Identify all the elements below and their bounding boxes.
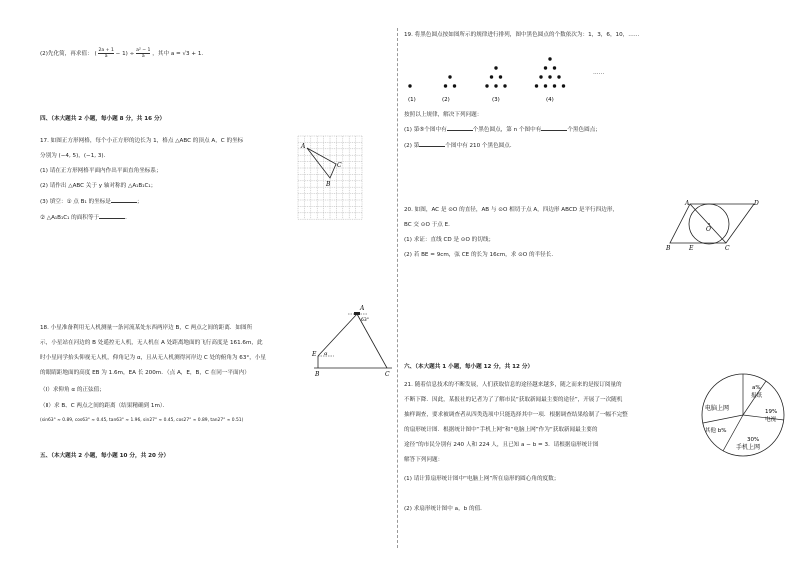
q20-line-1: 20. 如图，AC 是 ⊙O 的直径，AB 与 ⊙O 相切于点 A，四边形 ABCD 是平行四边形， [404,207,619,213]
q21-line-6: 解答下列问题： [404,457,444,463]
q19-label-1: (1) [408,97,416,103]
q18-label-a: A [360,305,365,312]
pie-label-tv: 电视 [765,417,777,423]
q2-fraction-a-num: 2a + 1 [98,48,114,53]
q20-label-d: D [754,200,759,207]
q20-parallelogram [670,204,754,243]
q19-dot-fig-2 [444,84,447,87]
q17-blank-1 [111,202,137,203]
q19-part-2 [404,143,515,150]
q19-dot-fig-3 [503,84,506,87]
q19-line-1: 19. 将黑色圆点按如图所示的规律进行排列，图中黑色圆点的个数依次为：1，3，6，10，…… [404,32,640,38]
q19-dot-fig-2 [448,75,451,78]
q17-label-a: A [301,143,306,150]
section-4-title: 四、（本大题共 2 小题，每小题 8 分，共 16 分） [40,116,166,122]
q18-label-e: E [312,351,317,358]
q17-line-2: 分别为 (−4, 5)，(−1, 3)． [40,153,110,159]
q19-ellipsis: …… [593,70,605,76]
q19-dot-fig-1 [408,84,411,87]
q19-dot-fig-3 [499,75,502,78]
q17-blank-2 [99,218,125,219]
q2-tail: ，其中 a = √3 + 1． [152,51,208,58]
q2-fraction-a-den: a [104,54,108,60]
q19-part-2-end: 个图中有 210 个黑色圆点． [445,143,516,149]
q18-line-2: 示，小星站在河边的 B 处遥控无人机，无人机在 A 处距离地面的飞行高度是 161.6m，此 [40,340,263,346]
q17-grid-figure [298,136,362,220]
q2-fraction-b-den: a [141,54,145,60]
pie-label-other: 其他 b% [705,428,727,434]
q17-label-c: C [337,162,342,169]
pie-label-phone: 手机上网 [736,444,761,451]
q18-label-c: C [385,371,390,378]
q19-dots [408,57,565,87]
pie-label-tv-pct: 19% [765,409,778,415]
pie-label-a: a% [752,385,761,391]
q19-line-2: 按照以上规律，解决下列问题： [404,112,483,118]
q2-divide: ÷ [129,51,135,58]
q19-part-1-text: (1) 第⑤个图中有 [404,127,447,133]
q18-label-alpha: α [324,351,328,357]
q2-fraction-b-num: a² − 1 [136,48,151,53]
q21-line-4: 的扇形统计图．根据统计图中“手机上网”和“电脑上网”作为“获取新闻最主要的 [404,427,598,433]
q21-line-1: 21. 随着信息技术的不断发展，人们获取信息的途径越来越多，随之而来的是报订阅量的 [404,382,622,388]
q18-line-1: 18. 小星准备利用无人机测量一条河流某处东西两岸边 B，C 两点之间的距离．如图所 [40,325,253,331]
q18-line-3: 时小星同学抬头仰视无人机，仰角记为 α，且从无人机测得河岸边 C 处的俯角为 63°，小星 [40,355,266,361]
q18-part-2: （Ⅱ）求 B、C 两点之间的距离（结果精确到 1m）． [40,403,169,409]
q21-line-3: 抽样调查，要求被调查者从四类选项中只能选择其中一项．根据调查结果绘制了一幅不完整 [404,412,628,418]
q2-paren: ( [94,51,97,58]
q21-part-1: (1) 请计算扇形统计图中“电脑上网”所在扇形的圆心角的度数； [404,476,560,482]
q20-circle-figure [664,199,764,251]
q20-label-b: B [666,245,671,252]
q19-dot-fig-4 [548,75,551,78]
q19-dot-fig-4 [553,66,556,69]
q19-dot-fig-4 [535,84,538,87]
q19-dot-pattern [404,44,584,104]
q19-label-2: (2) [442,97,450,103]
q17-part-4 [40,215,131,222]
q20-center-dot [708,223,710,225]
q17-part-4-end: ． [125,215,131,221]
q19-dot-fig-2 [453,84,456,87]
q20-line-2: BC 交 ⊙O 于点 E． [404,222,454,228]
q18-label-63: 63° [361,318,369,323]
q19-part-1 [404,127,601,134]
q2-simplify-line [40,48,207,59]
q17-line-1: 17. 如图正方形网格，每个小正方形的边长为 1，格点 △ABC 的顶点 A，C 的坐标 [40,138,244,144]
q19-blank-2 [541,130,567,131]
q18-line-4: 的眼睛距地面的高度 EB 为 1.6m，EA 长 200m．（点 A，E，B，C 在同一平面内） [40,370,250,376]
pie-label-newspaper: 报纸 [751,393,763,399]
q20-part-2: (2) 若 BE = 9cm，弦 CE 的长为 16cm，求 ⊙O 的半径长． [404,252,557,258]
q17-part-4-text: ② △A₁B₁C₁ 的面积等于 [40,215,100,221]
q19-dot-fig-3 [485,84,488,87]
q19-dot-fig-4 [544,66,547,69]
q21-line-5: 途径”的市民分别有 240 人和 224 人，且已知 a − b = 3．请根据扇形统计图 [404,442,599,448]
q2-fraction-a [98,48,113,59]
q21-pie-chart [698,370,788,460]
q17-part-1: (1) 请在正方形网格平面内作出平面直角坐标系； [40,168,162,174]
q21-line-2: 不断下降．因此，某报社的记者为了了解市民“获取新闻最主要的途径”，开展了一次随机 [404,397,623,403]
q19-dot-fig-3 [490,75,493,78]
section-5-title: 五、（本大题共 2 小题，每小题 10 分，共 20 分） [40,453,170,459]
q19-dot-fig-4 [553,84,556,87]
q19-part-2-text: (2) 第 [404,143,420,149]
q17-label-b: B [326,181,331,188]
q17-part-2: (2) 请作出 △ABC 关于 y 轴对称的 △A₁B₁C₁； [40,183,157,189]
pie-label-computer: 电脑上网 [705,405,730,412]
q17-triangle-abc [307,148,336,178]
q19-blank-1 [447,130,473,131]
q2-fraction-b [136,48,150,59]
q17-part-3 [40,199,143,206]
q19-dot-fig-4 [548,57,551,60]
q20-label-a: A [685,200,690,207]
q19-dot-fig-3 [494,84,497,87]
q19-label-4: (4) [546,97,554,103]
q18-drone-figure [310,304,394,382]
q18-label-b: B [315,371,320,378]
column-divider [397,28,398,548]
q18-line-ea [318,314,357,356]
q17-part-3-end: ； [136,199,143,205]
q19-part-1-end: 个黑色圆点； [567,127,601,133]
q18-reference-values: (sin63° ≈ 0.89, cos63° ≈ 0.45, tan63° ≈ 1.96, sin27° ≈ 0.45, cos27° ≈ 0.89, tan27° ≈ 0.51) [40,418,244,423]
q19-dot-fig-3 [494,66,497,69]
q20-part-1: (1) 求证：直线 CD 是 ⊙O 的切线； [404,237,495,243]
q19-dot-fig-4 [562,84,565,87]
section-6-title: 六、（本大题共 1 小题，每小题 12 分，共 12 分） [404,364,534,370]
q18-part-1: （Ⅰ）求仰角 α 的正弦值； [40,387,105,393]
q2-simplify-label: (2)先化简，再求值： [40,51,93,58]
q20-label-c: C [725,245,730,252]
q19-label-3: (3) [492,97,500,103]
q21-part-2: (2) 求扇形统计图中 a，b 的值． [404,506,486,512]
q20-diameter-ac [690,204,726,243]
q19-blank-3 [419,146,445,147]
q19-dot-fig-4 [544,84,547,87]
q2-minus-one: − 1) [115,51,128,58]
pie-label-phone-pct: 30% [747,437,760,443]
q19-dot-fig-4 [557,75,560,78]
q17-part-3-text: (3) 填空：① 点 B₁ 的坐标是 [40,199,111,205]
drone-icon [354,312,360,315]
q19-dot-fig-4 [539,75,542,78]
q20-label-o: O [706,226,711,233]
q19-part-1-mid: 个黑色圆点，第 n 个图中有 [472,127,542,133]
q20-label-e: E [689,245,694,252]
